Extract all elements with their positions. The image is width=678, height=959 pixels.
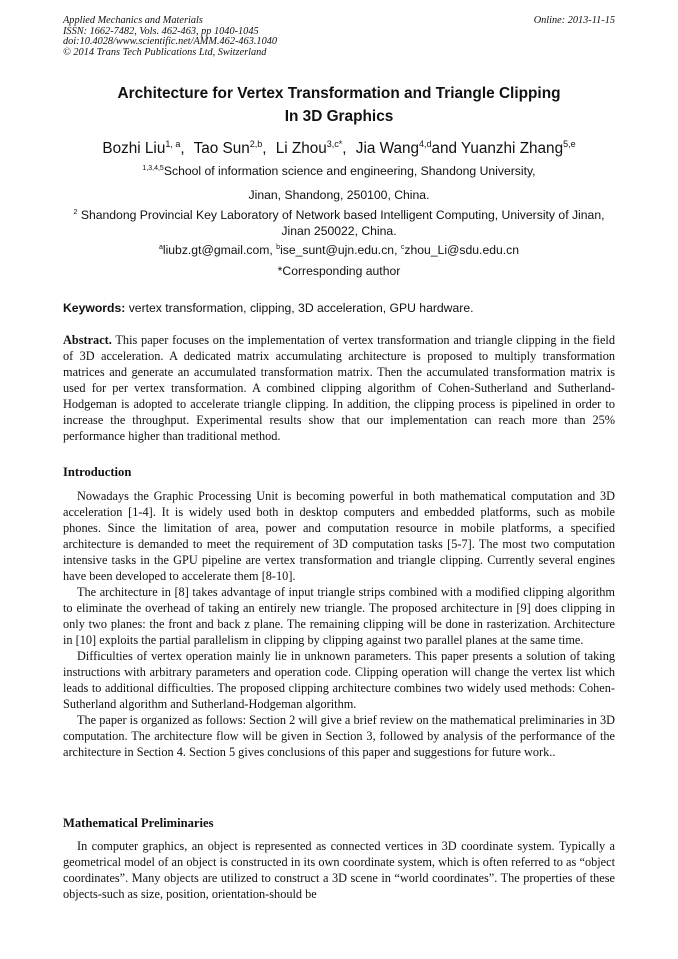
title-line-2: In 3D Graphics [284,108,394,125]
issn-line: ISSN: 1662-7482, Vols. 462-463, pp 1040-1045 [63,25,259,37]
author-sup: 3,c* [326,139,343,149]
abstract-label: Abstract. [63,333,112,347]
author-list [63,139,615,159]
title-line-1: Architecture for Vertex Transformation and Triangle Clipping [117,85,561,102]
keywords-line [63,300,615,316]
introduction-paragraph: Nowadays the Graphic Processing Unit is becoming powerful in both mathematical computation and 3D acceleration [1-4]. It is widely used both in desktop computers and embedded platforms, such as mobile phones. Since the limitation of area, power and computation resource in mobile platforms, a specified architecture is demanded to meet the requirement of 3D computation tasks [5-7]. The most two computation intensive tasks in the GPU pipeline are vertex transformation and triangle clipping. Currently several engines have been developed to accelerate them [8-10]. [63,489,615,583]
abstract [63,332,615,444]
author-separator: , [262,140,267,157]
email-c[interactable]: zhou_Li@sdu.edu.cn [404,243,520,257]
author [356,140,432,157]
journal-header [63,16,615,58]
author-name: Li Zhou [275,140,327,157]
author-sup: 2,b [249,139,263,149]
journal-name: Applied Mechanics and Materials [63,15,203,26]
abstract-text: This paper focuses on the implementation of vertex transformation and triangle clipping in the field of 3D acceleration. A dedicated matrix accumulating architecture is proposed to multiply transformation matrices and generate an accumulated transformation matrix. Then the accumulated transformation matrix is used for per vertex transformation. A combined clipping algorithm of Cohen-Sutherland and Sutherland-Hodgeman is adopted to accelerate triangle clipping. In addition, the clipping process is pipelined in order to increase the throughput. Experimental results show that our implementation can reach more than 25% performance higher than traditional method. [63,333,615,443]
affiliation-1-line-2: Jinan, Shandong, 250100, China. [248,188,430,202]
math-paragraph: In computer graphics, an object is represented as connected vertices in 3D coordinate system. Typically a geometrical model of an object is constructed in its own coordinate system, which is often referred to as “object coordinates”. Many objects are utilized to construct a 3D scene in “world coordinates”. The properties of these objects-such as size, position, orientation-should be [63,839,615,901]
author [432,140,576,157]
email-b[interactable]: ise_sunt@ujn.edu.cn, [280,243,401,257]
keywords-label: Keywords: [63,301,126,315]
affiliation-2-sup: 2 [73,209,78,216]
introduction-paragraph: The paper is organized as follows: Section 2 will give a brief review on the mathematical preliminaries in 3D computation. The architecture flow will be given in Section 3, followed by analysis of the performance of the architecture in Section 4. Section 5 gives conclusions of this paper and suggestions for future work.. [63,713,615,759]
author-sup: 1, a [165,139,181,149]
affiliation-1-sup: 1,3,4,5 [142,165,164,172]
email-a[interactable]: liubz.gt@gmail.com, [162,243,277,257]
author [194,140,272,157]
author-name: Bozhi Liu [102,140,166,157]
introduction-paragraph: The architecture in [8] takes advantage of input triangle strips combined with a modified clipping algorithm to eliminate the overhead of taking an entirely new triangle. The proposed architecture in [9] does clipping in only two planes: the front and back z plane. The remaining clipping will be done in rasterization. Architecture in [10] exploits the partial parallelism in clipping by clipping against two parallel planes at the same time. [63,585,615,647]
corresponding-author-note: *Corresponding author [277,264,401,278]
author-name: Jia Wang [355,140,419,157]
affiliation-2-line-1 [63,207,615,223]
affiliation-1-line-1 [63,163,615,179]
author-separator: , [180,140,185,157]
math-preliminaries-body [63,838,615,902]
email-line [63,242,615,258]
author [276,140,352,157]
affiliation-1-text: School of information science and engineering, Shandong University, [163,164,536,178]
introduction-paragraph: Difficulties of vertex operation mainly lie in unknown parameters. This paper presents a solution of taking instructions with arbitrary parameters and operation code. Clipping operation will change the vertex list which leads to additional difficulties. The proposed clipping architecture combines two widely used methods: Cohen-Sutherland algorithm and Sutherland-Hodgeman algorithm. [63,649,615,711]
paper-title [63,82,615,128]
author [102,140,189,157]
author-separator: , [342,140,347,157]
keywords-text: vertex transformation, clipping, 3D acceleration, GPU hardware. [125,301,474,315]
doi-line[interactable]: doi:10.4028/www.scientific.net/AMM.462-463.1040 [63,36,278,47]
affiliation-2-text: Shandong Provincial Key Laboratory of Network based Intelligent Computing, University of Jinan, [80,208,605,222]
email-a-sup: a [158,244,163,251]
email-b-sup: b [276,244,281,251]
introduction-body [63,488,615,760]
affiliation-2-line-2: Jinan 250022, China. [281,224,397,238]
math-preliminaries-heading: Mathematical Preliminaries [63,816,214,830]
email-c-sup: c [400,244,405,251]
affiliation-1 [63,163,615,203]
online-date: Online: 2013-11-15 [533,15,615,26]
affiliation-2 [63,207,615,239]
introduction-heading: Introduction [63,465,132,479]
author-sup: 4,d [419,139,432,149]
author-sup: 5,e [563,139,576,149]
author-name: and Yuanzhi Zhang [431,140,564,157]
copyright-line: © 2014 Trans Tech Publications Ltd, Switzerland [63,46,267,58]
author-name: Tao Sun [193,140,250,157]
